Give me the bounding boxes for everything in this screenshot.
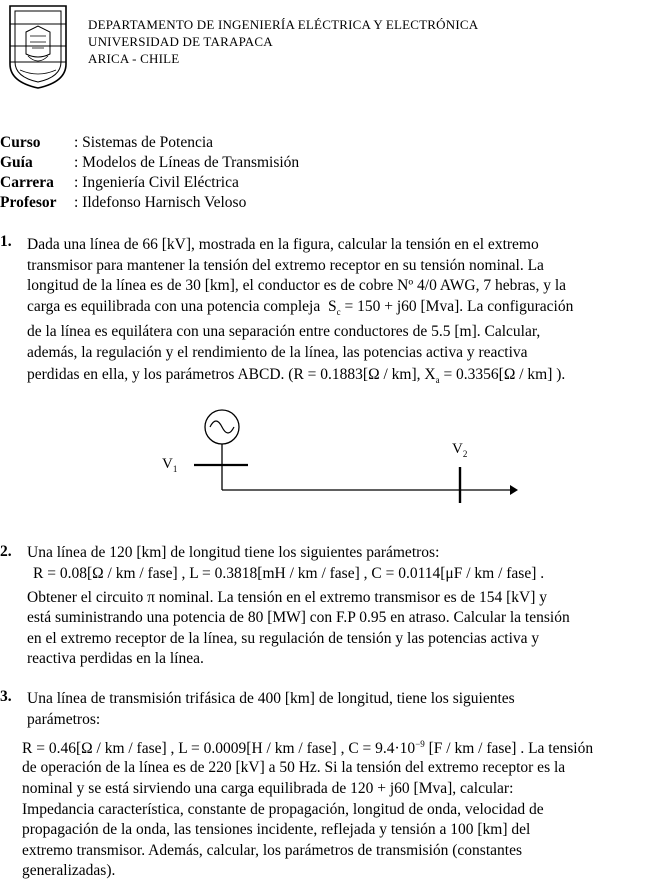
- problem-1-text: carga es equilibrada con una potencia compleja: [27, 298, 321, 315]
- problem-1-line: de la línea es equilátera con una separación entre conductores de 5.5 [m]. Calcular,: [27, 323, 541, 340]
- profesor-value: : Ildefonso Harnisch Veloso: [74, 194, 247, 211]
- profesor-row: [0, 193, 246, 213]
- problem-1-line: [27, 297, 573, 323]
- problem-1-line: transmisor para mantener la tensión del extremo receptor en su tensión nominal. La: [27, 257, 544, 274]
- city-name: ARICA - CHILE: [88, 51, 180, 66]
- problem-2-parameters: R = 0.08[Ω / km / fase] , L = 0.3818[mH / km / fase] , C = 0.0114[μF / km / fase] .: [33, 565, 545, 582]
- problem-1-line: además, la regulación y el rendimiento de la línea, las potencias activa y reactiva: [27, 344, 528, 361]
- sine-wave-icon: [210, 421, 234, 433]
- reactance-value: = 0.3356[Ω / km]: [439, 366, 553, 383]
- university-seal-logo: [6, 2, 70, 92]
- problem-3-parameters: [22, 734, 593, 760]
- carrera-row: [0, 173, 239, 193]
- problem-3-line: parámetros:: [27, 711, 101, 728]
- problem-1-text: perdidas en ella, y los parámetros ABCD. (: [27, 366, 294, 383]
- v1-symbol: V: [162, 456, 173, 472]
- problem-3-line: generalizadas).: [22, 862, 116, 879]
- curso-value: : Sistemas de Potencia: [74, 134, 214, 151]
- problem-3-params-text: [F / km / fase] . La tensión: [424, 740, 594, 758]
- department-name: DEPARTAMENTO DE INGENIERÍA ELÉCTRICA Y ELECTRÓNICA: [88, 17, 479, 32]
- complex-power-equation: [324, 298, 460, 318]
- exponent: −9: [415, 739, 425, 749]
- problem-1-text: ).: [552, 366, 566, 383]
- line-parameters-equation: [293, 366, 553, 386]
- carrera-value: : Ingeniería Civil Eléctrica: [74, 174, 239, 191]
- problem-2-number: 2.: [0, 543, 12, 560]
- v2-label: [452, 441, 467, 459]
- problem-1-line: [27, 365, 565, 391]
- reactance-subscript: a: [435, 375, 440, 386]
- problem-3-line: Impedancia característica, constante de propagación, longitud de onda, velocidad de: [22, 801, 544, 818]
- problem-3-line: propagación de la onda, las tensiones incidente, reflejada y tensión a 100 [km] del: [22, 821, 531, 838]
- power-value: = 150 + j60 [Mva]: [344, 298, 460, 315]
- v2-subscript: 2: [462, 449, 468, 459]
- problem-1-line: Dada una línea de 66 [kV], mostrada en la figura, calcular la tensión en el extremo: [27, 236, 539, 253]
- problem-2-line: reactiva perdidas en la línea.: [27, 650, 204, 667]
- v2-symbol: V: [452, 441, 463, 457]
- problem-3-line: extremo transmisor. Además, calcular, los parámetros de transmisión (constantes: [22, 842, 522, 859]
- problem-2-line: Una línea de 120 [km] de longitud tiene los siguientes parámetros:: [27, 544, 440, 561]
- problem-1-text: . La configuración: [459, 298, 574, 315]
- carrera-label: Carrera: [0, 174, 54, 191]
- resistance-value: R = 0.1883[Ω / km], X: [293, 366, 436, 383]
- problem-2-line: en el extremo receptor de la línea, su regulación de tensión y las potencias activa y: [27, 630, 540, 647]
- transmission-line-diagram: [150, 405, 530, 505]
- power-subscript: c: [336, 307, 341, 318]
- problem-2-line: Obtener el circuito π nominal. La tensión en el extremo transmisor es de 154 [kV] y: [27, 589, 548, 606]
- guia-label: Guía: [0, 154, 33, 171]
- problem-3-line: Una línea de transmisión trifásica de 400 [km] de longitud, tiene los siguientes: [27, 690, 515, 707]
- problem-1-line: longitud de la línea es de 30 [km], el conductor es de cobre Nº 4/0 AWG, 7 hebras, y la: [27, 277, 567, 294]
- problem-3-params-text: R = 0.46[Ω / km / fase] , L = 0.0009[H / km / fase] , C = 9.4·10: [22, 740, 416, 758]
- problem-2-line: está suministrando una potencia de 80 [MW] con F.P 0.95 en atraso. Calcular la tensión: [27, 609, 570, 626]
- problem-3-number: 3.: [0, 688, 12, 705]
- curso-row: [0, 133, 213, 153]
- problem-3-line: de operación de la línea es de 220 [kV] a 50 Hz. Si la tensión del extremo receptor es la: [22, 759, 566, 776]
- v1-subscript: 1: [172, 464, 178, 474]
- guia-row: [0, 153, 299, 173]
- power-symbol: S: [327, 298, 337, 315]
- guia-value: : Modelos de Líneas de Transmisión: [74, 154, 300, 171]
- v1-label: [162, 456, 177, 474]
- problem-1-number: 1.: [0, 233, 12, 250]
- curso-label: Curso: [0, 134, 41, 151]
- profesor-label: Profesor: [0, 194, 57, 211]
- university-name: UNIVERSIDAD DE TARAPACA: [88, 34, 273, 49]
- arrow-head-icon: [510, 485, 518, 495]
- problem-3-line: nominal y se está sirviendo una carga equilibrada de 120 + j60 [Mva], calcular:: [22, 780, 514, 797]
